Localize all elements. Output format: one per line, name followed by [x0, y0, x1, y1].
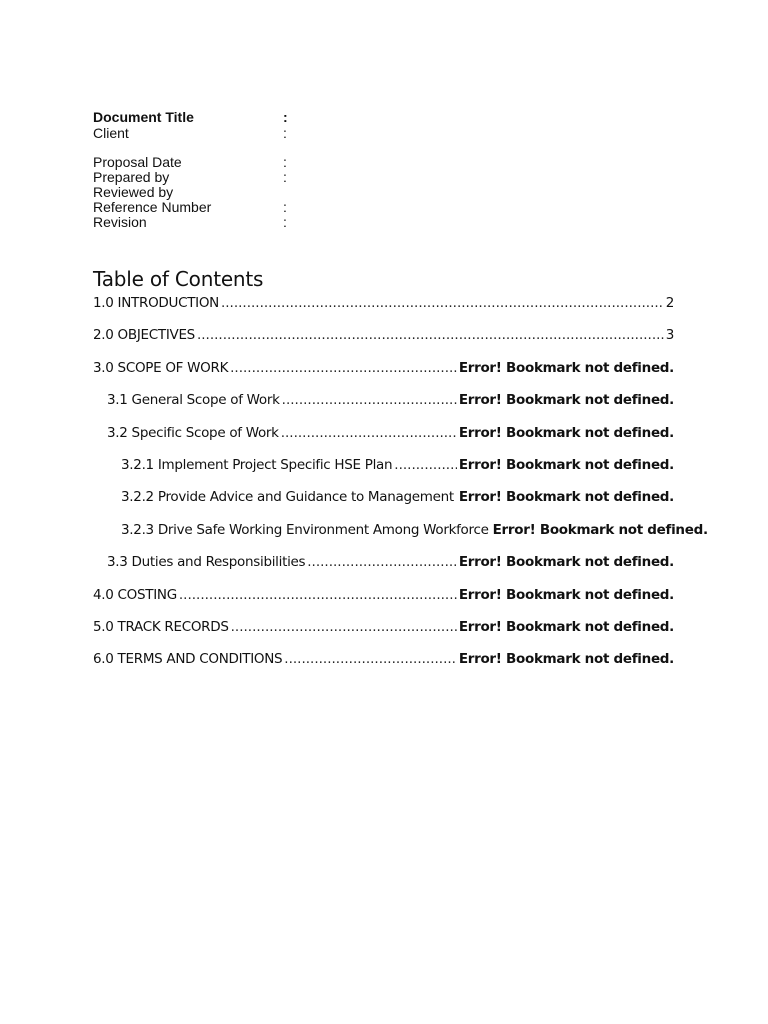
toc-entry-general-scope[interactable] [93, 392, 674, 424]
toc-dot-leader [282, 392, 457, 408]
toc-dot-leader [230, 360, 457, 376]
toc-entry-hse-plan[interactable] [93, 457, 674, 489]
toc-page-error: Error! Bookmark not defined. [458, 424, 674, 441]
toc-entry-duties[interactable] [93, 554, 674, 586]
toc-heading: Table of Contents [93, 267, 264, 291]
toc-entry-specific-scope[interactable] [93, 425, 674, 457]
proposal-date-field [93, 155, 393, 170]
toc-entry-objectives[interactable] [93, 327, 674, 359]
field-colon: : [283, 214, 287, 230]
toc-entry-terms[interactable] [93, 651, 674, 683]
field-label: Document Title [93, 109, 194, 125]
toc-dot-leader [197, 327, 664, 343]
toc-entry-label: 3.0 SCOPE OF WORK [93, 359, 229, 376]
toc-dot-leader [456, 489, 457, 505]
toc-page-error: Error! Bookmark not defined. [458, 554, 674, 571]
toc-entry-label: 2.0 OBJECTIVES [93, 327, 195, 344]
field-label: Revision [93, 214, 147, 230]
toc-entry-label: 1.0 INTRODUCTION [93, 295, 219, 311]
field-label: Reference Number [93, 199, 212, 215]
revision-field [93, 215, 393, 230]
toc-entry-label: 3.2.1 Implement Project Specific HSE Plan [121, 456, 393, 473]
toc-entry-advice-guidance[interactable] [93, 489, 674, 521]
field-colon: : [283, 125, 287, 141]
toc-page-error: Error! Bookmark not defined. [458, 651, 674, 668]
toc-page-error: Error! Bookmark not defined. [458, 392, 674, 409]
client-field [93, 126, 393, 141]
toc-entry-introduction[interactable] [93, 295, 674, 327]
table-of-contents [93, 295, 708, 684]
toc-dot-leader [307, 554, 457, 570]
toc-entry-label: 3.2.2 Provide Advice and Guidance to Management [121, 489, 454, 506]
toc-page-number: 2 [665, 295, 674, 311]
toc-page-error: Error! Bookmark not defined. [458, 618, 674, 635]
toc-dot-leader [394, 457, 457, 473]
toc-dot-leader [284, 651, 457, 667]
document-info-block [93, 108, 393, 230]
toc-dot-leader [221, 295, 664, 311]
toc-entry-label: 3.3 Duties and Responsibilities [107, 554, 306, 571]
field-label: Prepared by [93, 169, 170, 185]
toc-entry-safe-working[interactable] [93, 521, 708, 554]
field-colon: : [283, 199, 287, 215]
field-label: Reviewed by [93, 184, 174, 200]
field-colon: : [283, 169, 287, 185]
document-title-field [93, 108, 393, 126]
toc-dot-leader [231, 619, 457, 635]
reviewed-by-field [93, 185, 393, 200]
toc-entry-label: 6.0 TERMS AND CONDITIONS [93, 651, 283, 668]
toc-entry-label: 3.1 General Scope of Work [107, 392, 280, 409]
toc-entry-scope-of-work[interactable] [93, 360, 674, 392]
toc-entry-label: 5.0 TRACK RECORDS [93, 618, 229, 635]
toc-entry-label: 4.0 COSTING [93, 586, 177, 603]
prepared-by-field [93, 170, 393, 185]
toc-page-number: 3 [665, 327, 674, 344]
reference-number-field [93, 200, 393, 215]
toc-entry-costing[interactable] [93, 587, 674, 619]
toc-entry-label: 3.2.3 Drive Safe Working Environment Among Workforce [121, 521, 489, 538]
field-label: Client [93, 125, 129, 141]
toc-page-error: Error! Bookmark not defined. [492, 521, 708, 538]
field-label: Proposal Date [93, 154, 182, 170]
toc-dot-leader [179, 587, 457, 603]
toc-page-error: Error! Bookmark not defined. [458, 359, 674, 376]
toc-page-error: Error! Bookmark not defined. [458, 586, 674, 603]
toc-dot-leader [281, 425, 457, 441]
toc-entry-track-records[interactable] [93, 619, 674, 651]
toc-page-error: Error! Bookmark not defined. [458, 489, 674, 506]
field-colon: : [283, 154, 287, 170]
field-colon: : [283, 109, 288, 125]
toc-page-error: Error! Bookmark not defined. [458, 456, 674, 473]
toc-entry-label: 3.2 Specific Scope of Work [107, 424, 279, 441]
